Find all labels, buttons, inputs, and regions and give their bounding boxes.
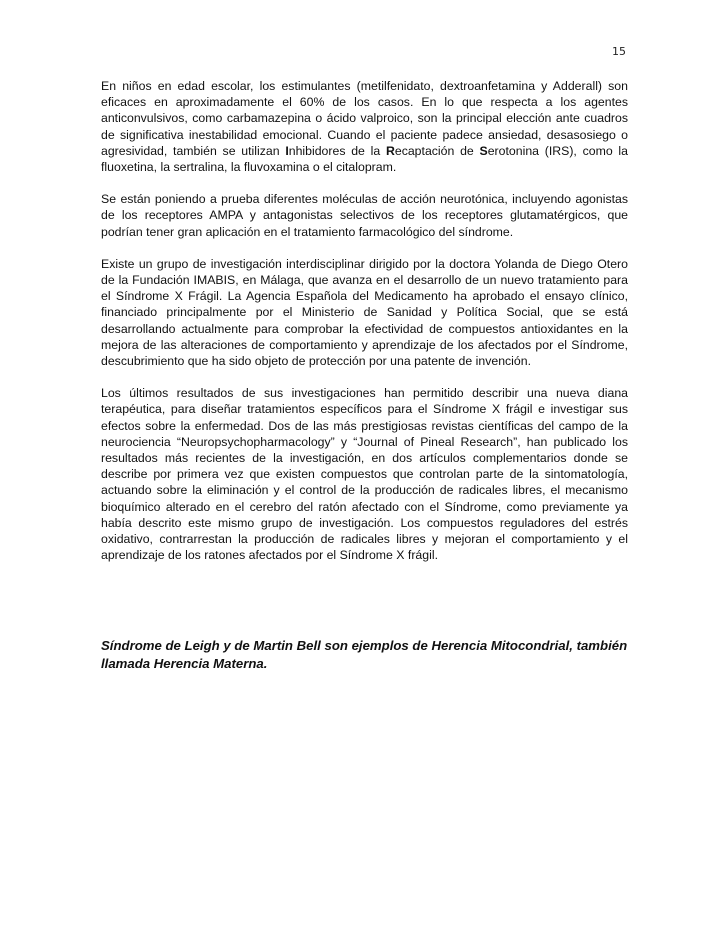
bold-initial-i: I (285, 143, 289, 158)
bold-initial-s: S (479, 143, 488, 158)
paragraph-text: erotonina (IRS), como la fluoxetina, la sertralina, la fluvoxamina o el citalopram. (101, 143, 628, 175)
closing-statement: Síndrome de Leigh y de Martin Bell son ejemplos de Herencia Mitocondrial, también llamada Herencia Materna. (101, 638, 628, 671)
paragraph-neurotonic-molecules: Se están poniendo a prueba diferentes moléculas de acción neurotónica, incluyendo agonistas de los receptores AMPA y antagonistas selectivos de los receptores glutamatérgicos, que podrían tener gran aplicación en el tratamiento farmacológico del síndrome. (101, 192, 628, 239)
paragraph-imabis-research: Existe un grupo de investigación interdisciplinar dirigido por la doctora Yolanda de Diego Otero de la Fundación IMABIS, en Málaga, que avanza en el desarrollo de un nuevo tratamiento para el Síndrome X Frágil. La Agencia Española del Medicamento ha aprobado el ensayo clínico, financiado principalmente por el Ministerio de Sanidad y Política Social, que se está desarrollando actualmente para comprobar la efectividad de compuestos antioxidantes en la mejora de las alteraciones de comportamiento y aprendizaje de los afectados por el Síndrome, descubrimiento que ha sido objeto de protección por una patente de invención. (101, 256, 628, 369)
body-text (101, 78, 628, 579)
page-number: 15 (612, 45, 626, 58)
paragraph-text: En niños en edad escolar, los estimulantes (metilfenidato, dextroanfetamina y Adderall) son eficaces en aproximadamente el 60% de los casos. En lo que respecta a los agentes anticonvulsivos, como carbamazepina o ácido valproico, son la principal elección ante cuadros de significativa inestabilidad emocional. Cuando el paciente padece ansiedad, desasosiego o agresividad, también se utilizan (101, 79, 628, 158)
paragraph-text: ecaptación de (394, 143, 480, 158)
paragraph-treatments (101, 78, 628, 175)
bold-initial-r: R (385, 143, 395, 158)
paragraph-research-results: Los últimos resultados de sus investigaciones han permitido describir una nueva diana terapéutica, para diseñar tratamientos específicos para el Síndrome X frágil e investigar sus efectos sobre la enfermedad. Dos de las más prestigiosas revistas científicas del campo de la neurociencia “Neuropsychopharmacology” y “Journal of Pineal Research”, han publicado los resultados más recientes de la investigación, en dos artículos complementarios donde se describe por primera vez que existen compuestos que controlan parte de la sintomatología, actuando sobre la eliminación y el control de la producción de radicales libres, el mecanismo bioquímico alterado en el cerebro del ratón afectado con el Síndrome, como previamente ya había descrito este mismo grupo de investigación. Los compuestos reguladores del estrés oxidativo, contrarrestan la producción de radicales libres y mejoran el comportamiento y el aprendizaje de los ratones afectados por el Síndrome X frágil. (101, 386, 628, 563)
paragraph-text: nhibidores de la (288, 143, 386, 158)
